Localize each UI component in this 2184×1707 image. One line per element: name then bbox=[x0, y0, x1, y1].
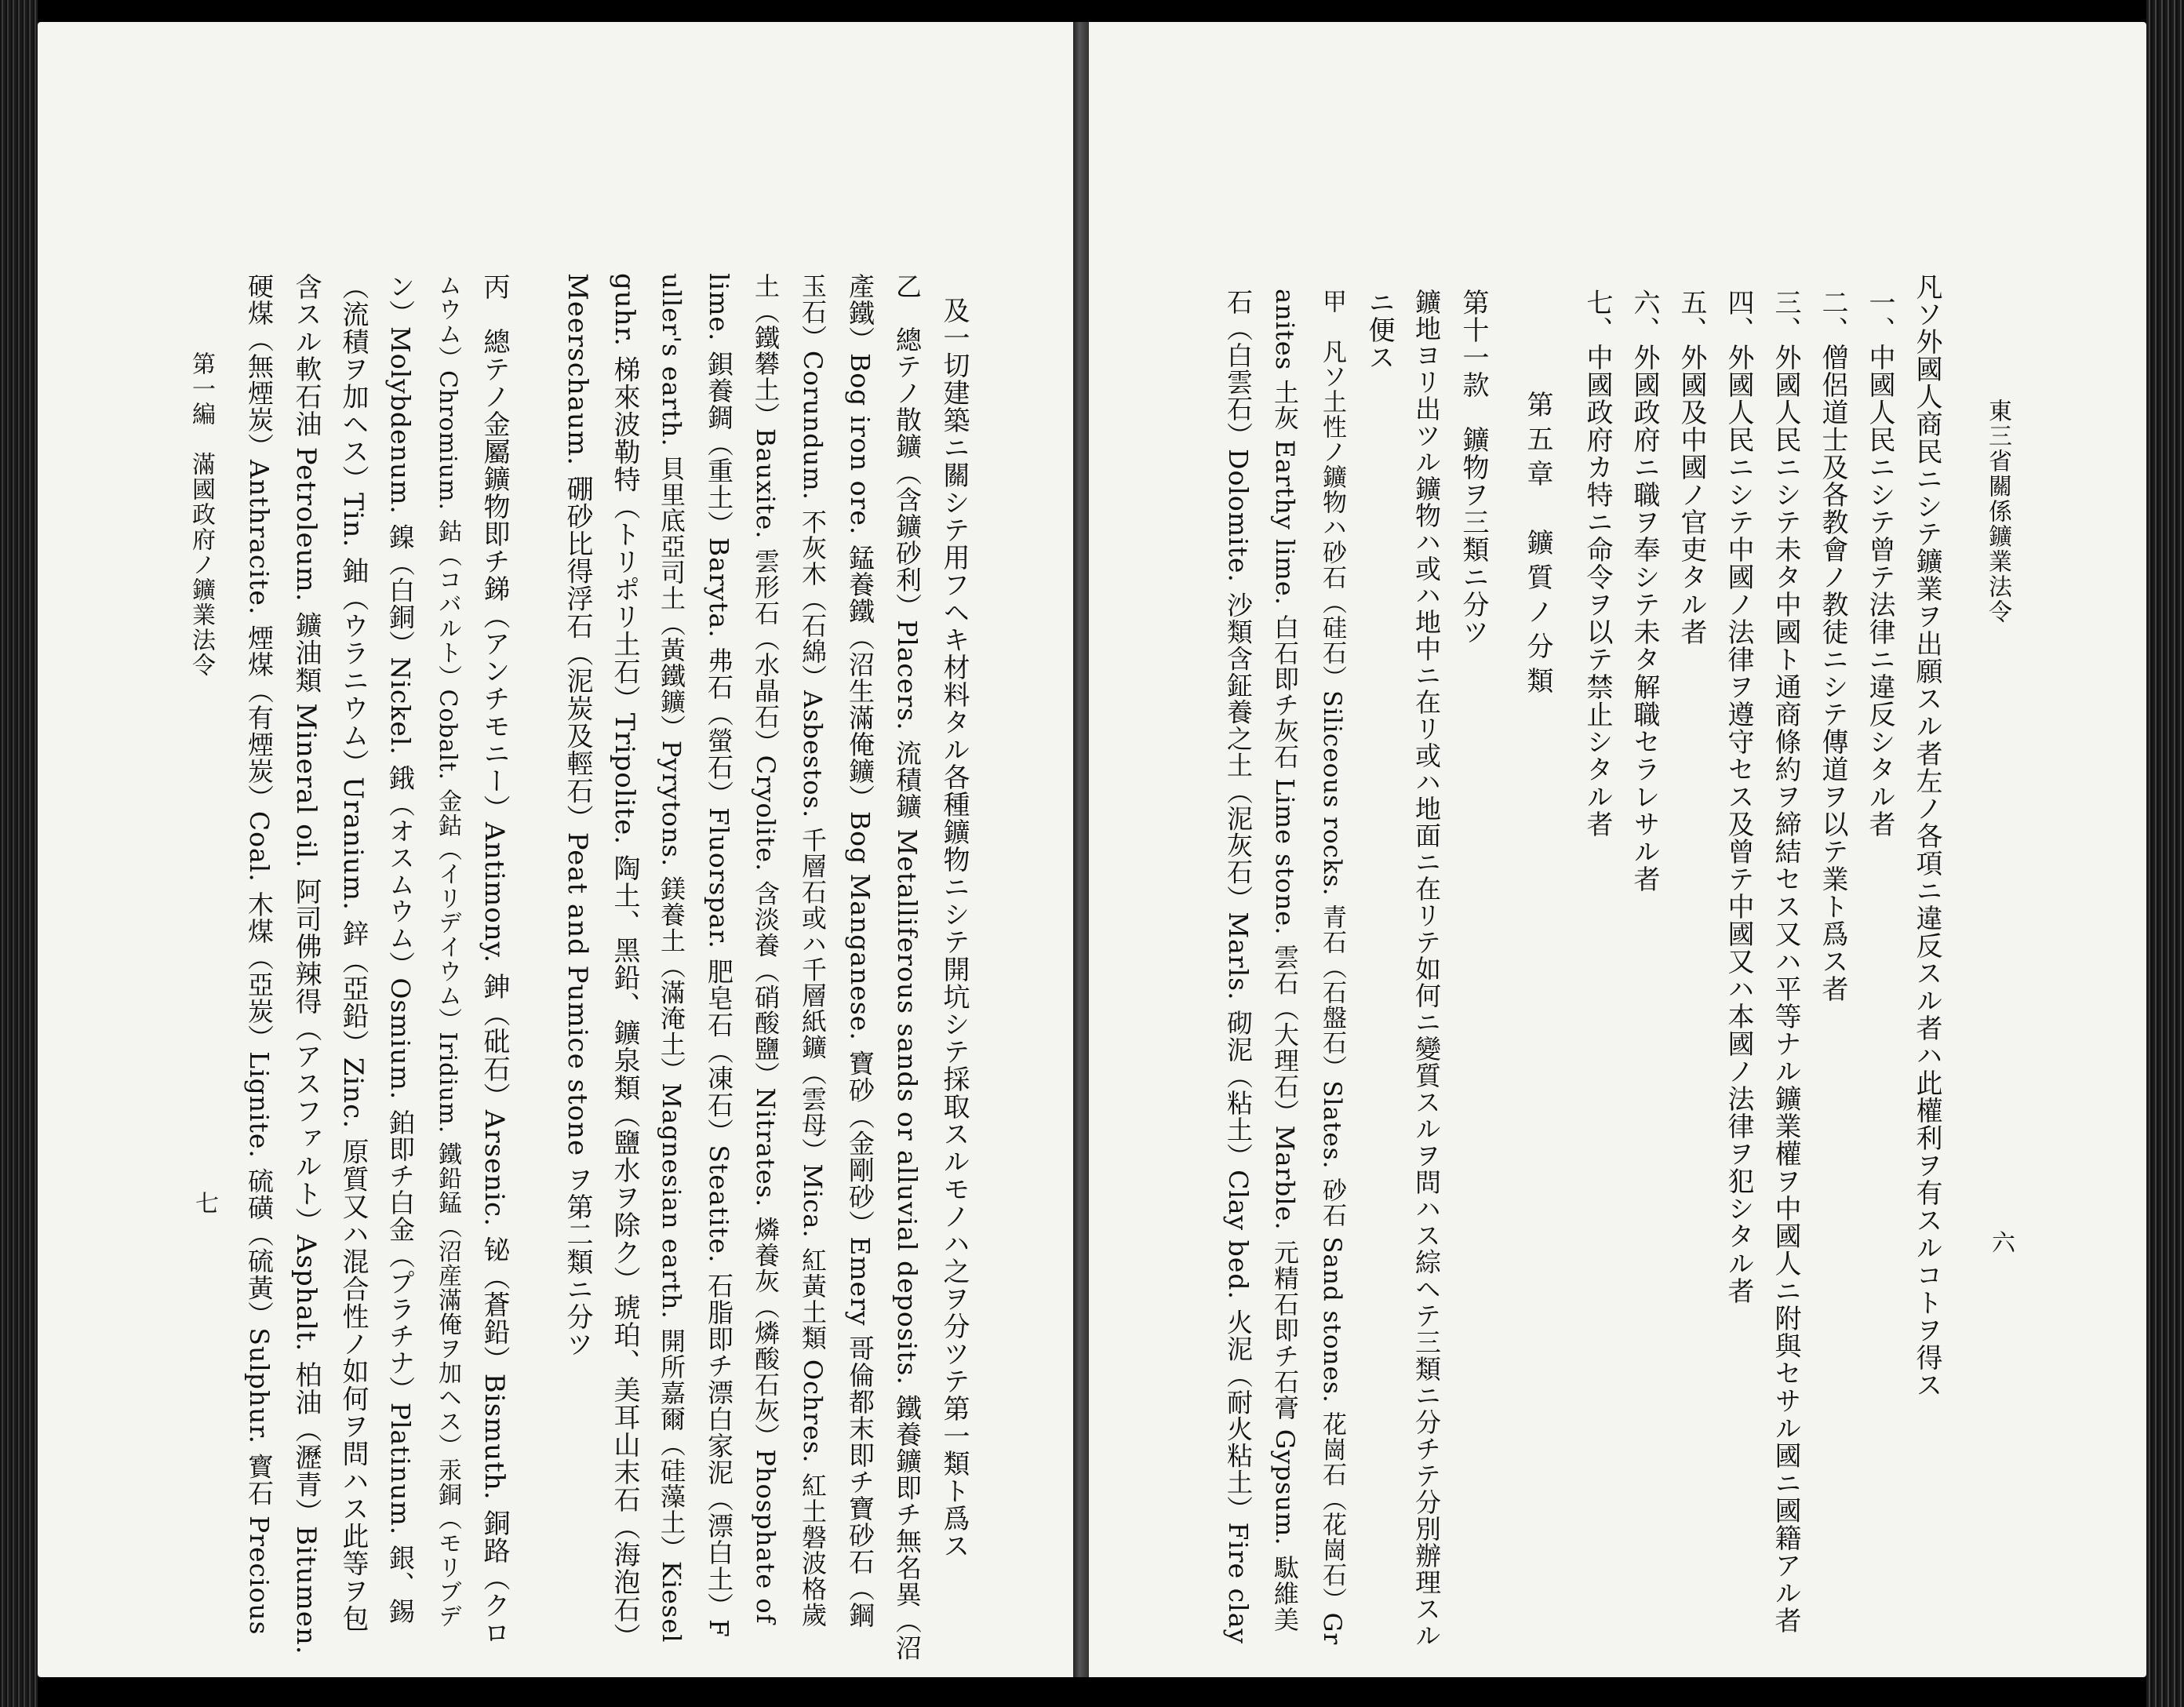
text-line: 六、外國政府ニ職ヲ奉シテ未タ解職セラレサル者 bbox=[1629, 289, 1660, 893]
text-line: 一、中國人民ニシテ曾テ法律ニ違反シタル者 bbox=[1864, 289, 1895, 838]
text-line: 玉石）Corundum. 不灰木（石綿）Asbestos. 千層石或ハ千層紙鑛（雲母）Mica. 紅黃土類 Ochres. 紅土磐波格歲 bbox=[798, 273, 828, 1628]
text-line: 三、外國人民ニシテ未タ中國ト通商條約ヲ締結セス又ハ平等ナル鑛業權ヲ中國人ニ附與セサル國ニ國籍アル者 bbox=[1770, 289, 1801, 1634]
text-line: Meerschaum. 硼砂比得浮石（泥炭及輕石）Peat and Pumice stone ヲ第二類ニ分ツ bbox=[562, 273, 593, 1358]
text-line: 五、外國及中國ノ官吏タル者 bbox=[1676, 289, 1707, 646]
book-gutter bbox=[1073, 22, 1089, 1677]
running-header: 東三省關係鑛業法令 bbox=[1984, 399, 2011, 624]
page-number: 六 bbox=[1987, 1230, 2015, 1254]
text-line: guhr. 梯來波勒特（トリポリ土石）Tripolite. 陶土、黑鉛、鑛泉類（鹽水ヲ除ク）琥珀、美耳山末石（海泡石） bbox=[609, 273, 640, 1651]
scan-edge-left bbox=[0, 0, 38, 1707]
text-line: ムウム）Chromium. 鈷（コバルト）Cobalt. 金鈷（イリデイウム）Iridium. 鐵鉛錳（沼産滿俺ヲ加ヘス）汞銅（モリブデ bbox=[434, 273, 461, 1629]
text-line: 鑛地ヨリ出ツル鑛物ハ或ハ地中ニ在リ或ハ地面ニ在リテ如何ニ變質スルヲ問ハス綜ヘテ三類ニ分チテ分別辦理スル bbox=[1411, 289, 1442, 1649]
page-number: 七 bbox=[191, 1191, 218, 1214]
section-heading: 第十一款 鑛物ヲ三類ニ分ツ bbox=[1458, 289, 1489, 646]
text-line: 二、僧侶道士及各教會ノ教徒ニシテ傳道ヲ以テ業ト爲ス者 bbox=[1817, 289, 1848, 1003]
text-line: 土（鐵礬土）Bauxite. 雲形石（水晶石）Cryolite. 含淡養（硝酸鹽）Nitrates. 燐養灰（燐酸石灰）Phosphate of bbox=[751, 273, 781, 1625]
text-line: ン）Molybdenum. 鎳（白銅）Nickel. 鋨（オスムウム）Osmium. 鉑即チ白金（プラチナ）Platinum. 銀、錫 bbox=[385, 273, 416, 1625]
text-line: lime. 鋇養錭（重土）Baryta. 弗石（螢石）Fluorspar. 肥皂石（凍石）Steatite. 石脂即チ漂白家泥（漂白土）F bbox=[704, 273, 734, 1638]
text-line: 及一切建築ニ關シテ用フヘキ材料タル各種鑛物ニシテ開坑シテ採取スルモノハ之ヲ分ツテ第一類ト爲ス bbox=[938, 297, 970, 1560]
text-line: （流積ヲ加ヘス）Tin. 鈾（ウラニウム）Uranium. 鋅（亞鉛）Zinc. 原質又ハ混合性ノ如何ヲ問ハス此等ヲ包 bbox=[337, 273, 369, 1632]
text-line: 石（白雲石）Dolomite. 沙類含鉦養之土（泥灰石）Marls. 砌泥（粘土）Clay bed. 火泥（耐火粘土）Fire clay bbox=[1223, 289, 1254, 1645]
scan-edge-right bbox=[2146, 0, 2184, 1707]
text-line: 丙 總テノ金屬鑛物即チ銻（アンチモニー）Antimony. 鉮（砒石）Arsenic. 铋（蒼鉛）Bismuth. 銅路（クロ bbox=[479, 273, 510, 1647]
right-page bbox=[1089, 22, 2146, 1677]
text-line: 凡ソ外國人商民ニシテ鑛業ヲ出願スル者左ノ各項ニ違反スル者ハ此權利ヲ有スルコトヲ得ス bbox=[1911, 273, 1942, 1399]
text-line: 四、外國人民ニシテ中國ノ法律ヲ遵守セス及曾テ中國又ハ本國ノ法律ヲ犯シタル者 bbox=[1723, 289, 1754, 1305]
text-line: 含スル軟石油 Petroleum. 鑛油類 Mineral oil. 阿司佛辣得（アスファルト）Asphalt. 柏油（瀝青）Bitumen. bbox=[290, 273, 322, 1655]
text-line: 乙 總テノ散鑛（含鑛砂利）Placers. 流積鑛 Metalliferous sands or alluvial deposits. 鐵養鑛即チ無名異（沼 bbox=[892, 273, 923, 1662]
text-line: 硬煤（無煙炭）Anthracite. 煙煤（有煙炭）Coal. 木煤（亞炭）Lignite. 硫磺（硫黃）Sulphur. 寳石 Precious bbox=[244, 273, 275, 1636]
chapter-heading: 第五章 鑛質ノ分類 bbox=[1522, 391, 1553, 701]
text-line: anites 土灰 Earthy lime. 白石即チ灰石 Lime stone. 雲石（大理石）Marble. 元精石即チ石膏 Gypsum. 駄維美 bbox=[1270, 289, 1300, 1632]
left-page bbox=[38, 22, 1073, 1677]
running-header: 第一編 滿國政府ノ鑛業法令 bbox=[187, 351, 215, 678]
text-line: 產鐵）Bog iron ore. 錳養鐵（沼生滿俺鑛）Bog Manganese. 寶砂（金剛砂）Emery 哥倫都末即チ寶砂石（鋼 bbox=[845, 273, 875, 1629]
text-line: ニ便ス bbox=[1363, 289, 1395, 371]
text-line: uller's earth. 貝里底亞司土（黃鐵鑛）Pyrytons. 鎂養土（滿淹土）Magnesian earth. 開所嘉爾（硅藻土）Kiesel bbox=[657, 273, 686, 1643]
text-line: 甲 凡ソ土性ノ鑛物ハ砂石（硅石）Siliceous rocks. 青石（石盤石）Slates. 砂石 Sand stones. 花崗石（花崗石）Gr bbox=[1318, 289, 1346, 1646]
text-line: 七、中國政府カ特ニ命令ヲ以テ禁止シタル者 bbox=[1582, 289, 1613, 838]
